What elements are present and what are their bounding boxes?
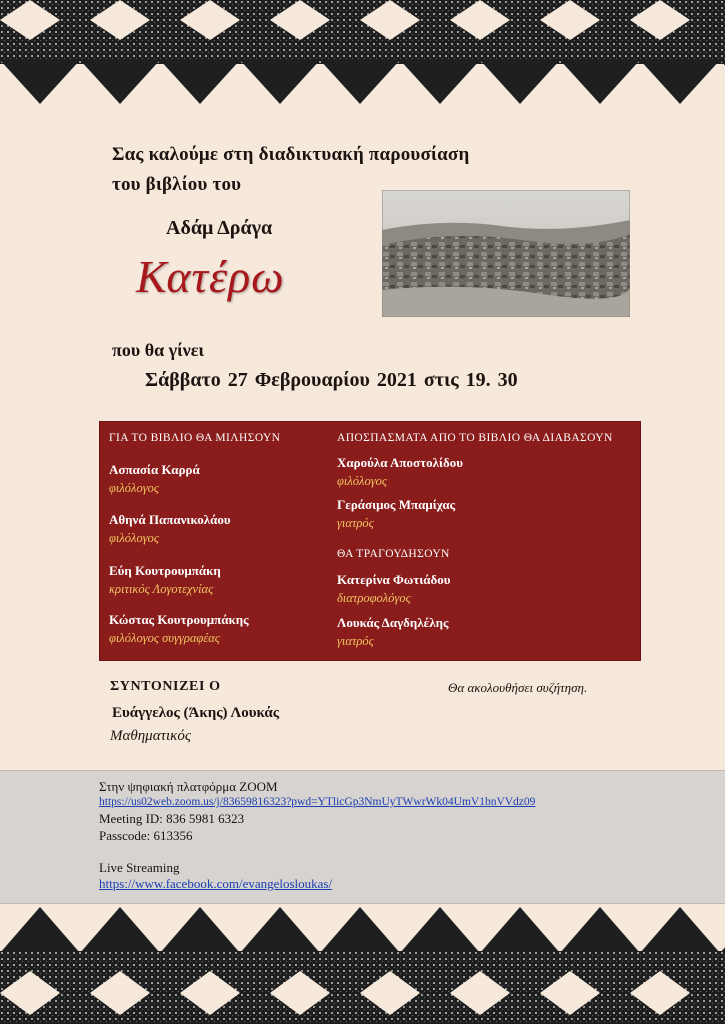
- speakers-heading: ΓΙΑ ΤΟ ΒΙΒΛΙΟ ΘΑ ΜΙΛΗΣΟΥΝ: [109, 432, 281, 444]
- live-streaming-label: Live Streaming: [99, 860, 180, 875]
- singer-role: διατροφολόγος: [337, 591, 411, 605]
- facebook-link[interactable]: https://www.facebook.com/evangelosloukas/: [99, 876, 333, 891]
- intro-line-2: του βιβλίου του: [112, 174, 242, 195]
- event-label: που θα γίνει: [112, 340, 204, 360]
- speaker-name: Αθηνά Παπανικολάου: [109, 512, 231, 527]
- coordinator-name: Ευάγγελος (Άκης) Λουκάς: [112, 705, 280, 721]
- speaker-name: Ασπασία Καρρά: [109, 462, 200, 477]
- reader-role: γιατρός: [337, 516, 374, 530]
- passcode: Passcode: 613356: [99, 828, 193, 843]
- zoom-link[interactable]: https://us02web.zoom.us/j/83659816323?pwd=YTlicGp3NmUyTWwrWk04UmV1bnVVdz09: [99, 796, 536, 808]
- coordinator-role: Μαθηματικός: [110, 728, 191, 744]
- speaker-name: Εύη Κουτρουμπάκη: [109, 563, 221, 578]
- reader-name: Γεράσιμος Μπαμίχας: [337, 497, 456, 512]
- top-embroidery-border: [0, 0, 725, 110]
- speaker-name: Κώστας Κουτρουμπάκης: [109, 612, 249, 627]
- singer-role: γιατρός: [337, 634, 374, 648]
- discussion-note: Θα ακολουθήσει συζήτηση.: [448, 680, 588, 695]
- program-panel: [99, 421, 641, 661]
- bottom-embroidery-border: [0, 903, 725, 1024]
- book-title: Κατέρω: [136, 251, 285, 302]
- meeting-id: Meeting ID: 836 5981 6323: [99, 811, 245, 826]
- singer-name: Κατερίνα Φωτιάδου: [337, 572, 451, 587]
- online-info-band: [0, 770, 725, 904]
- singer-name: Λουκάς Δαγδηλέλης: [337, 615, 449, 630]
- speaker-role: φιλόλογος: [109, 481, 159, 495]
- reader-role: φιλόλογος: [337, 474, 387, 488]
- platform-line: Στην ψηφιακή πλατφόρμα ZOOM: [99, 779, 278, 794]
- speaker-role: φιλόλογος συγγραφέας: [109, 631, 220, 645]
- intro-line-1: Σας καλούμε στη διαδικτυακή παρουσίαση: [112, 144, 470, 165]
- singers-heading: ΘΑ ΤΡΑΓΟΥΔΗΣΟΥΝ: [337, 548, 450, 560]
- event-datetime: Σάββατο 27 Φεβρουαρίου 2021 στις 19. 30: [145, 369, 518, 391]
- speaker-role: κριτικός Λογοτεχνίας: [109, 582, 214, 596]
- author-name: Αδάμ Δράγα: [166, 217, 273, 239]
- speaker-role: φιλόλογος: [109, 531, 159, 545]
- readers-heading: ΑΠΟΣΠΑΣΜΑΤΑ ΑΠΟ ΤΟ ΒΙΒΛΙΟ ΘΑ ΔΙΑΒΑΣΟΥΝ: [337, 432, 613, 444]
- coordinator-label: ΣΥΝΤΟΝΙΖΕΙ Ο: [110, 679, 221, 694]
- reader-name: Χαρούλα Αποστολίδου: [337, 455, 464, 470]
- village-photo: [382, 190, 630, 317]
